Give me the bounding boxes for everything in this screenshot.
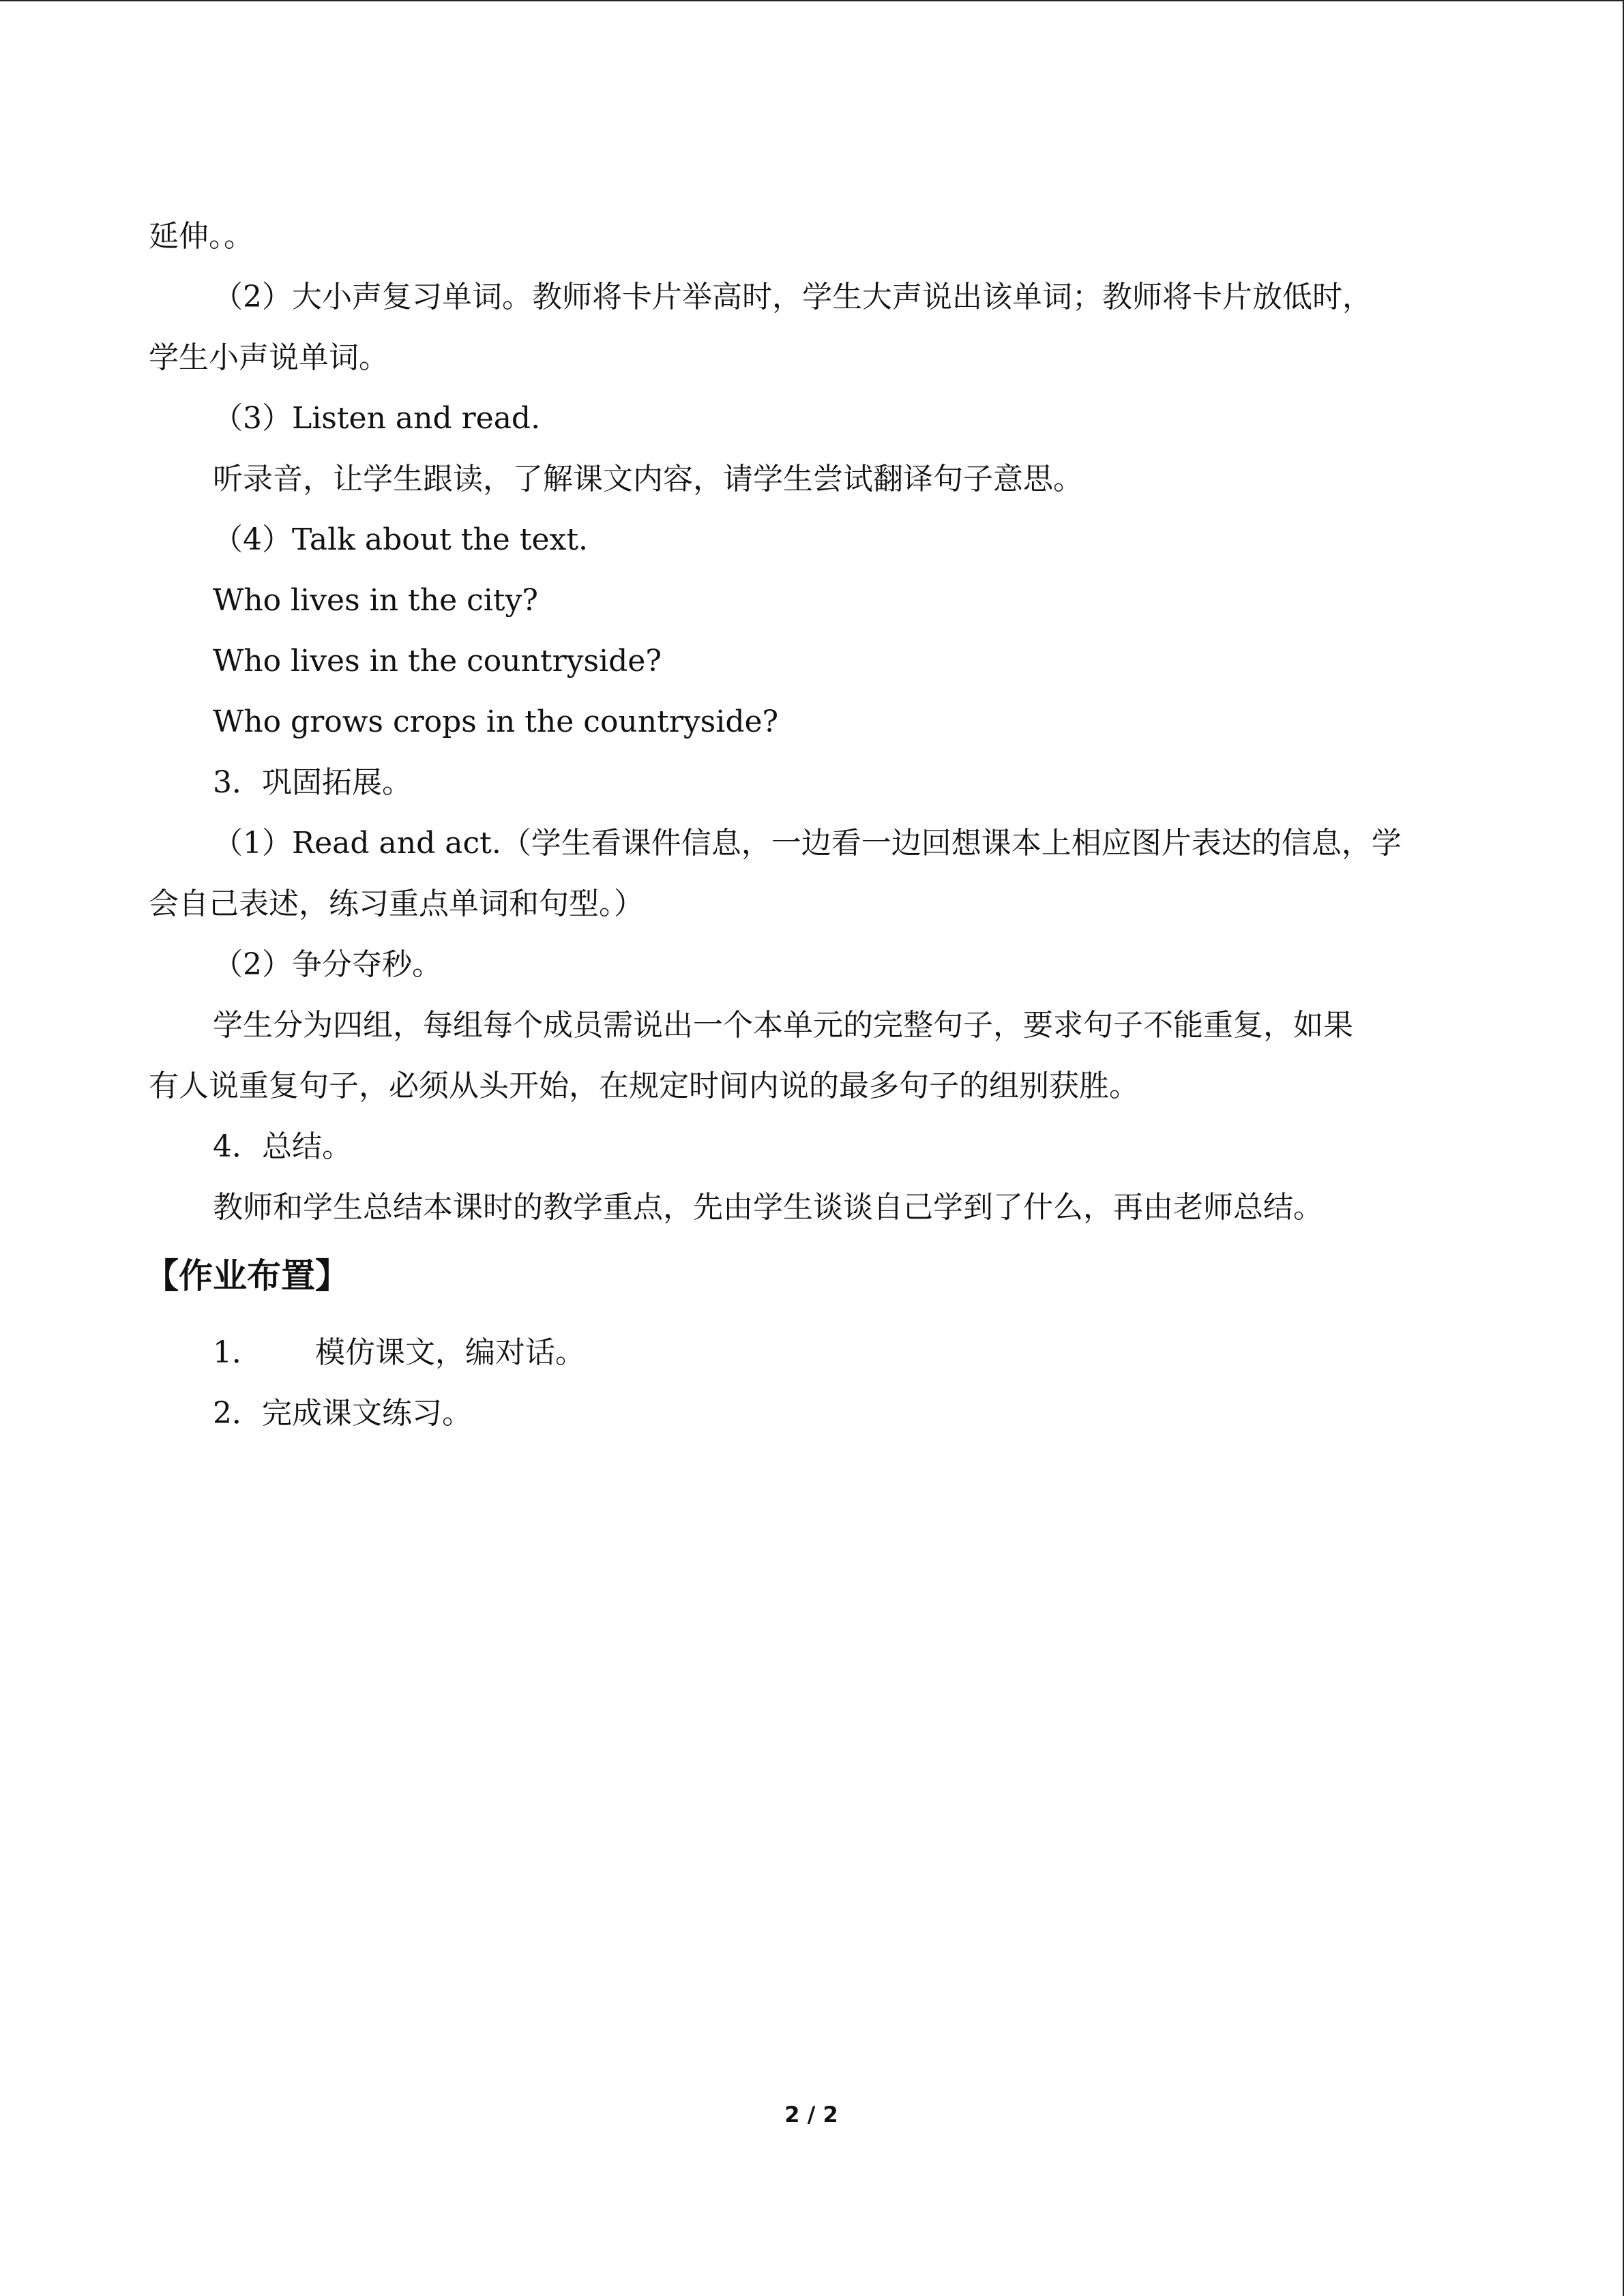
paragraph-line: （1）Read and act.（学生看课件信息，一边看一边回想课本上相应图片表达的信息，学 <box>213 826 1402 861</box>
homework-item-text: 完成课文练习。 <box>262 1396 472 1431</box>
paragraph-line: （4）Talk about the text. <box>213 522 589 557</box>
paragraph-line: 学生小声说单词。 <box>149 340 389 375</box>
paragraph-line: （2）争分夺秒。 <box>213 947 442 982</box>
homework-item-number: 2． <box>213 1396 262 1431</box>
paragraph-line: 会自己表述，练习重点单词和句型。） <box>149 886 644 921</box>
paragraph-line: 听录音，让学生跟读，了解课文内容，请学生尝试翻译句子意思。 <box>213 462 1083 496</box>
homework-item <box>149 1322 1486 1383</box>
homework-heading: 【作业布置】 <box>145 1256 349 1296</box>
paragraph-line: （3）Listen and read. <box>213 401 541 436</box>
section-step: 3．巩固拓展。 <box>213 765 412 800</box>
question-line: Who lives in the city? <box>213 583 538 618</box>
homework-item <box>149 1383 1486 1444</box>
page-number: 2 / 2 <box>784 2102 838 2128</box>
homework-item-text: 模仿课文，编对话。 <box>315 1335 585 1370</box>
question-line: Who lives in the countryside? <box>213 644 662 679</box>
section-step: 4．总结。 <box>213 1129 352 1164</box>
homework-item-number: 1． <box>213 1335 262 1370</box>
paragraph-line: （2）大小声复习单词。教师将卡片举高时，学生大声说出该单词；教师将卡片放低时， <box>213 280 1372 314</box>
paragraph-line: 延伸。。 <box>149 219 254 254</box>
paragraph-line: 有人说重复句子，必须从头开始，在规定时间内说的最多句子的组别获胜。 <box>149 1069 1139 1103</box>
paragraph-line: 学生分为四组，每组每个成员需说出一个本单元的完整句子，要求句子不能重复，如果 <box>213 1008 1353 1043</box>
page-content <box>145 206 1486 1444</box>
question-line: Who grows crops in the countryside? <box>213 704 779 739</box>
paragraph-line: 教师和学生总结本课时的教学重点，先由学生谈谈自己学到了什么，再由老师总结。 <box>213 1190 1323 1225</box>
